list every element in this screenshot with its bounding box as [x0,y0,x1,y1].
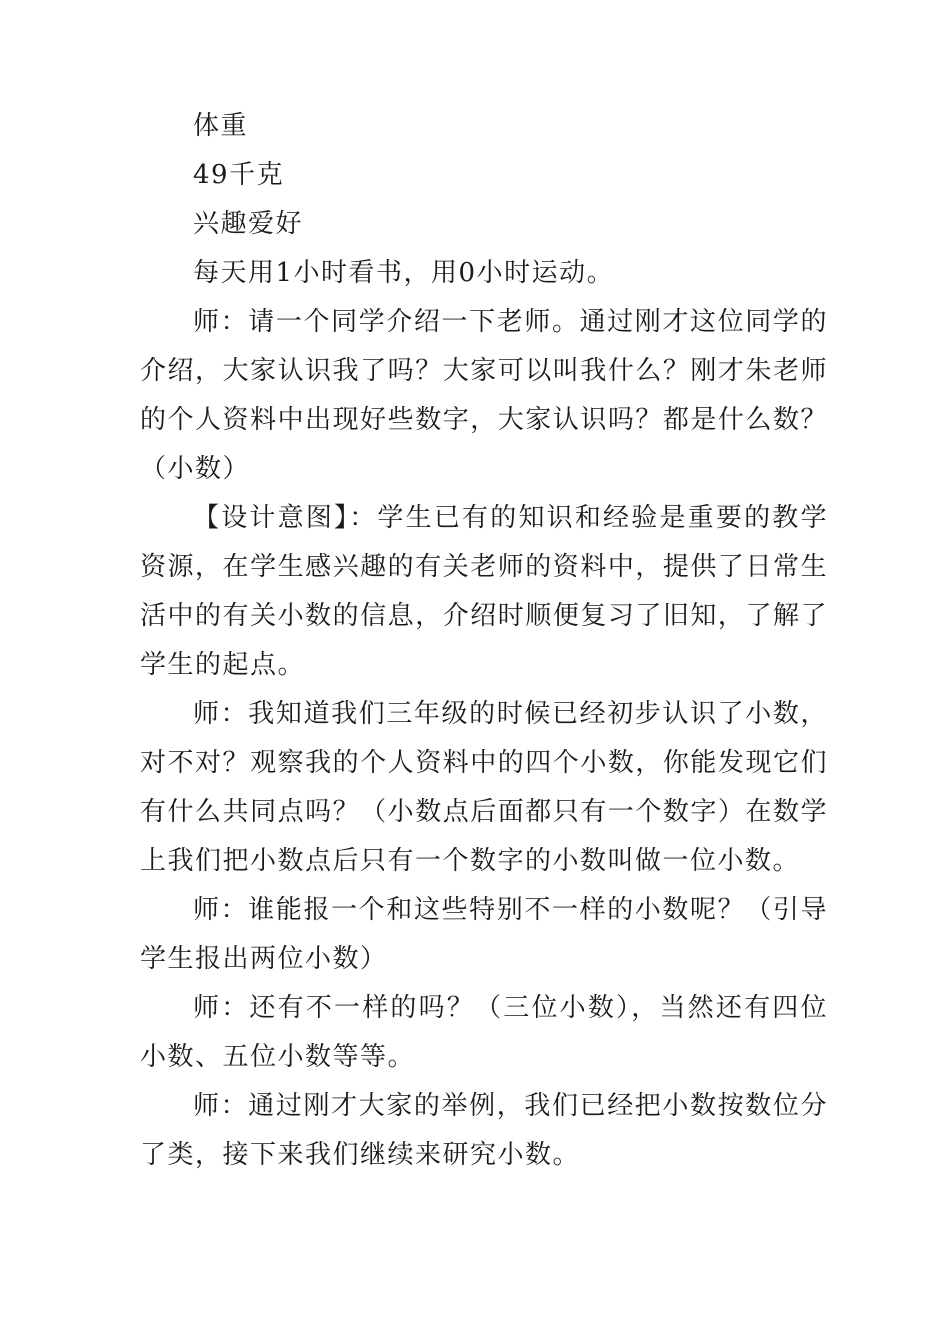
paragraph-hobby-value: 每天用1小时看书，用0小时运动。 [193,258,615,288]
document-body [140,102,828,1180]
paragraph-design-intent: 【设计意图】：学生已有的知识和经验是重要的教学资源，在学生感兴趣的有关老师的资料中，提供了日常生活中的有关小数的信息，介绍时顺便复习了旧知，了解了学生的起点。 [140,503,828,680]
paragraph-weight-label: 体重 [193,111,249,141]
paragraph-weight-value: 49千克 [193,160,285,190]
paragraph-summary: 师：通过刚才大家的举例，我们已经把小数按数位分了类，接下来我们继续来研究小数。 [140,1091,828,1170]
paragraph-hobby-label: 兴趣爱好 [193,209,304,239]
paragraph-three-decimal: 师：还有不一样的吗？（三位小数），当然还有四位小数、五位小数等等。 [140,993,828,1072]
paragraph-two-decimal: 师：谁能报一个和这些特别不一样的小数呢？（引导学生报出两位小数） [140,895,828,974]
paragraph-one-decimal: 师：我知道我们三年级的时候已经初步认识了小数，对不对？观察我的个人资料中的四个小数，你能发现它们有什么共同点吗？（小数点后面都只有一个数字）在数学上我们把小数点后只有一个数字的小数叫做一位小数。 [140,699,828,876]
paragraph-teacher-intro: 师：请一个同学介绍一下老师。通过刚才这位同学的介绍，大家认识我了吗？大家可以叫我什么？刚才朱老师的个人资料中出现好些数字，大家认识吗？都是什么数？（小数） [140,307,828,484]
